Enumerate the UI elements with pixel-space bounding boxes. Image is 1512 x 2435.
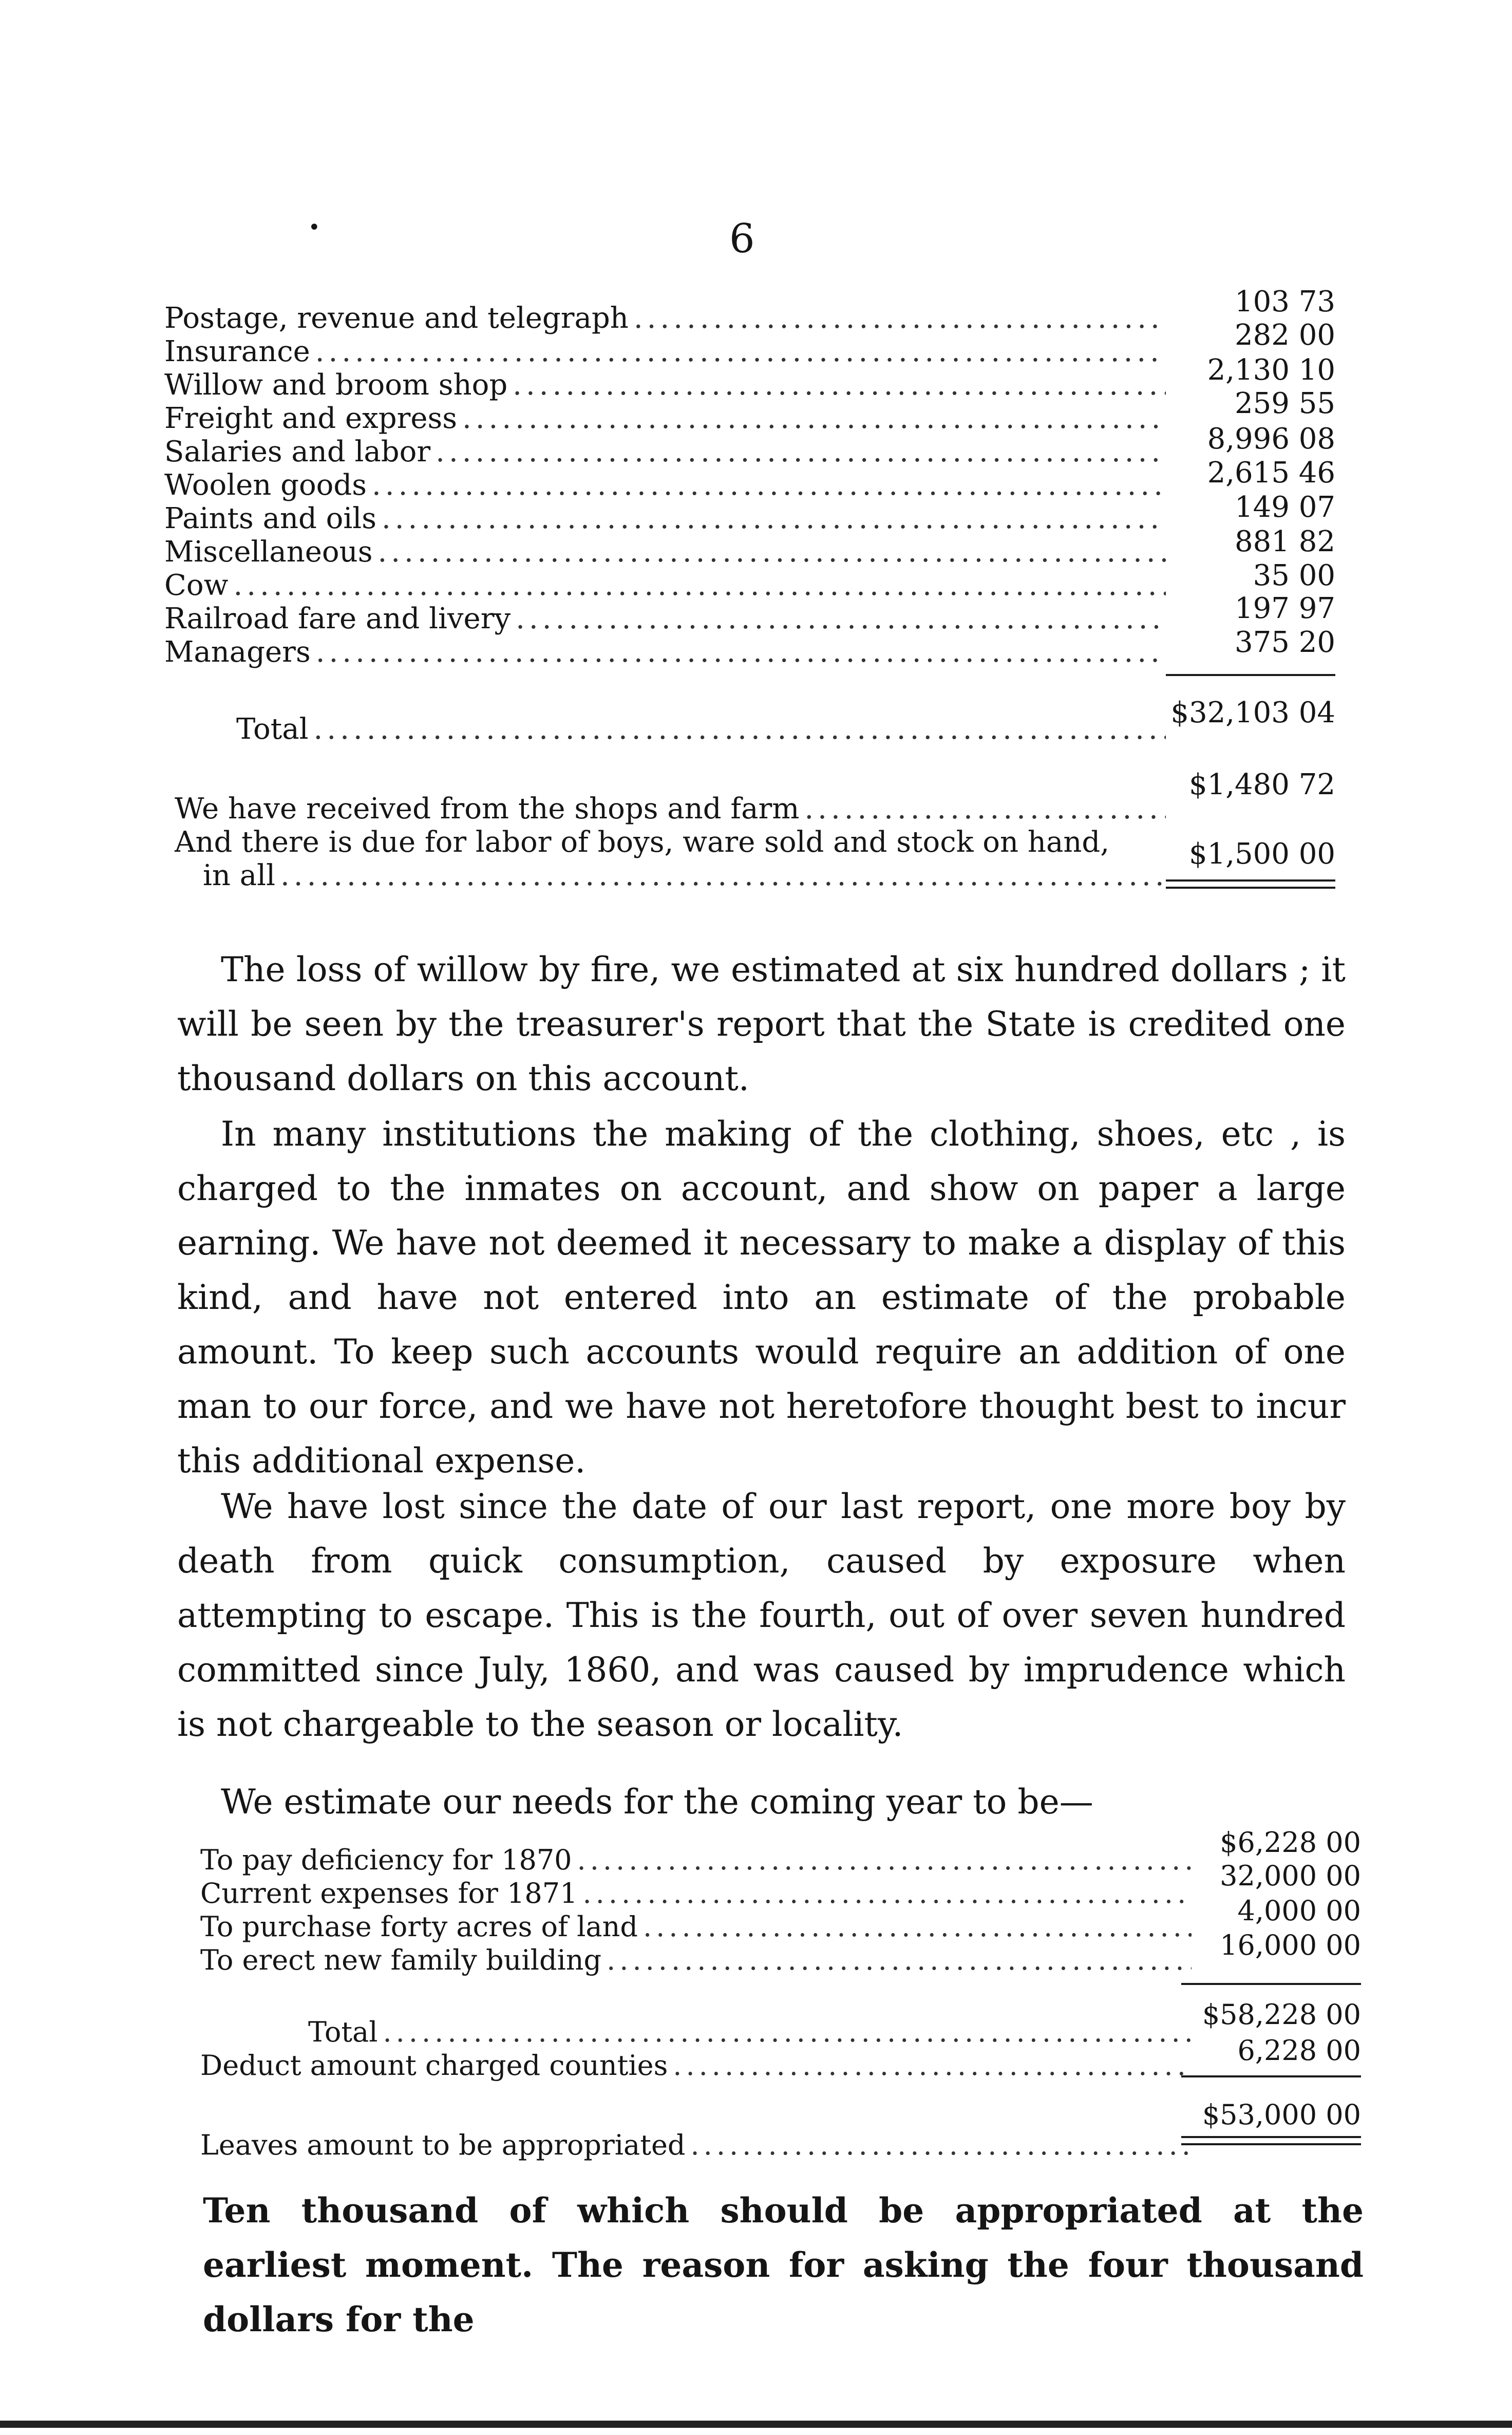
ledger-label: Cow bbox=[164, 569, 229, 602]
needs-amount: $6,228 00 bbox=[1220, 1826, 1361, 1859]
ledger-amount: 35 00 bbox=[1253, 559, 1335, 592]
ledger-row bbox=[164, 570, 1166, 602]
total-label: Total bbox=[236, 713, 309, 746]
ledger-label: Paints and oils bbox=[164, 502, 376, 535]
ledger-amount: 375 20 bbox=[1235, 626, 1335, 659]
needs-amount: 4,000 00 bbox=[1237, 1895, 1361, 1927]
ledger-row bbox=[164, 403, 1166, 435]
ledger-amount: 149 07 bbox=[1235, 491, 1335, 524]
ledger-row bbox=[164, 470, 1166, 502]
ink-speck: • bbox=[308, 216, 320, 239]
ledger-amount: 197 97 bbox=[1235, 592, 1335, 625]
ledger-amount: 2,130 10 bbox=[1207, 353, 1335, 387]
needs-total-row: Total ..... bbox=[308, 2016, 1192, 2048]
needs-row: To pay deficiency for 1870 ..... bbox=[200, 1844, 1192, 1876]
ledger-label: Railroad fare and livery bbox=[164, 602, 511, 635]
ledger-amount: 2,615 46 bbox=[1207, 456, 1335, 490]
receipts-row: And there is due for labor of boys, ware sold and stock on hand, bbox=[175, 826, 1110, 859]
ledger-row bbox=[164, 604, 1166, 635]
ledger-row bbox=[164, 336, 1166, 368]
double-rule bbox=[1181, 2136, 1361, 2138]
receipts-row: in all ..... bbox=[203, 860, 1166, 892]
ledger-label: Willow and broom shop bbox=[164, 368, 508, 402]
ledger-amount: 8,996 08 bbox=[1207, 422, 1335, 456]
needs-row: Current expenses for 1871 ..... bbox=[200, 1878, 1192, 1909]
ledger-label: Managers bbox=[164, 635, 311, 669]
ledger-label: Salaries and labor bbox=[164, 435, 431, 469]
ledger-label: Woolen goods bbox=[164, 469, 367, 502]
ledger-amount: 282 00 bbox=[1235, 319, 1335, 352]
needs-deduct-row: Deduct amount charged counties ..... bbox=[200, 2050, 1192, 2082]
double-rule bbox=[1181, 2143, 1361, 2145]
ledger-label: Insurance bbox=[164, 335, 310, 368]
needs-rule bbox=[1181, 2075, 1361, 2077]
needs-rule bbox=[1181, 1983, 1361, 1985]
page-edge-rule bbox=[0, 2421, 1512, 2428]
ledger-row bbox=[164, 437, 1166, 469]
ledger-amount: 103 73 bbox=[1235, 285, 1335, 319]
receipts-amount: $1,500 00 bbox=[1188, 837, 1335, 871]
double-rule bbox=[1166, 879, 1335, 882]
paragraph-estimate-intro: We estimate our needs for the coming year to be— bbox=[221, 1782, 1093, 1822]
ledger-label: Freight and express bbox=[164, 402, 457, 435]
receipts-amount: $1,480 72 bbox=[1188, 768, 1335, 801]
ledger-label: Postage, revenue and telegraph bbox=[164, 302, 629, 335]
needs-row: To purchase forty acres of land ..... bbox=[200, 1911, 1192, 1943]
ledger-row bbox=[164, 637, 1166, 669]
double-rule bbox=[1166, 887, 1335, 889]
paragraph-closing: Ten thousand of which should be appropriated at the earliest moment. The reason for asking the four thousand dollars for the bbox=[203, 2190, 1364, 2339]
ledger-amount: 259 55 bbox=[1235, 387, 1335, 420]
ledger-rule bbox=[1166, 674, 1335, 676]
ledger-row bbox=[164, 303, 1166, 335]
ledger-amount: 881 82 bbox=[1235, 525, 1335, 558]
page-number: 6 bbox=[729, 216, 755, 262]
needs-amount: 16,000 00 bbox=[1220, 1929, 1361, 1961]
ledger-total-row bbox=[236, 714, 1166, 746]
paragraph-death: We have lost since the date of our last report, one more boy by death from quick consumption, caused by exposure when attempting to escape. This is the fourth, out of over seven hundred committed since July, 1860, and was caused by imprudence which is not chargeable to the season or locality. bbox=[177, 1487, 1346, 1744]
needs-total-amount: $58,228 00 bbox=[1202, 1998, 1361, 2031]
needs-deduct-amount: 6,228 00 bbox=[1237, 2034, 1361, 2067]
ledger-label: Miscellaneous bbox=[164, 535, 373, 569]
paragraph-institutions: In many institutions the making of the clothing, shoes, etc , is charged to the inmates on account, and show on paper a large earning. We have not deemed it necessary to make a display of this kind, and have not entered into an estimate of the probable amount. To keep such accounts would require an addition of one man to our force, and we have not heretofore thought best to incur this additional expense. bbox=[177, 1114, 1346, 1481]
total-amount: $32,103 04 bbox=[1170, 696, 1335, 729]
needs-row: To erect new family building ..... bbox=[200, 1944, 1192, 1976]
ledger-row bbox=[164, 537, 1166, 569]
needs-amount: 32,000 00 bbox=[1220, 1860, 1361, 1892]
paragraph-willow-loss: The loss of willow by fire, we estimated at six hundred dollars ; it will be seen by the treasurer's report that the State is credited one thousand dollars on this account. bbox=[177, 950, 1346, 1098]
needs-leaves-row: Leaves amount to be appropriated ..... bbox=[200, 2129, 1192, 2161]
needs-leaves-amount: $53,000 00 bbox=[1202, 2099, 1361, 2131]
ledger-row bbox=[164, 370, 1166, 402]
ledger-row bbox=[164, 503, 1166, 535]
receipts-row: We have received from the shops and farm ..... bbox=[175, 794, 1166, 826]
